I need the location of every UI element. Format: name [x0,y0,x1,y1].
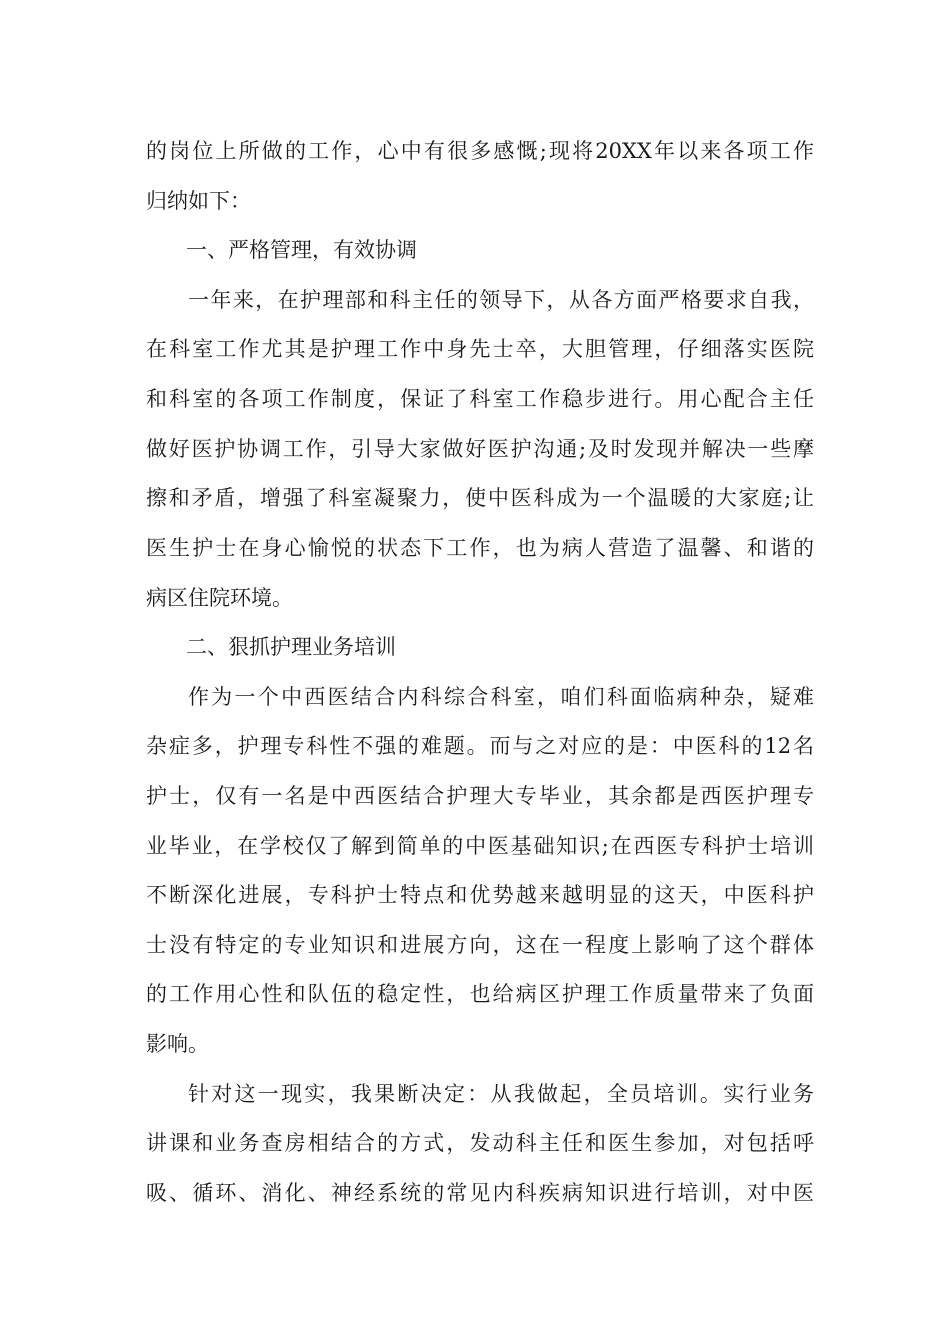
text-line: 在科室工作尤其是护理工作中身先士卒，大胆管理，仔细落实医院 [146,337,814,361]
text-line: 影响。 [146,1032,209,1056]
text-line: 的工作用心性和队伍的稳定性，也给病区护理工作质量带来了负面 [146,982,814,1006]
text-line: 一年来，在护理部和科主任的领导下，从各方面严格要求自我， [188,288,814,312]
text-line: 护士，仅有一名是中西医结合护理大专毕业，其余都是西医护理专 [146,784,814,808]
text-line: 病区住院环境。 [146,586,293,610]
text-line: 和科室的各项工作制度，保证了科室工作稳步进行。用心配合主任 [146,387,814,411]
text-line: 讲课和业务查房相结合的方式，发动科主任和医生参加，对包括呼 [146,1131,814,1155]
section-heading: 二、狠抓护理业务培训 [186,635,396,659]
text-line: 杂症多，护理专科性不强的难题。而与之对应的是：中医科的12名 [146,734,814,758]
text-line: 士没有特定的专业知识和进展方向，这在一程度上影响了这个群体 [146,933,814,957]
text-line: 擦和矛盾，增强了科室凝聚力，使中医科成为一个温暖的大家庭;让 [146,486,814,510]
text-line: 做好医护协调工作，引导大家做好医护沟通;及时发现并解决一些摩 [146,437,814,461]
text-line: 不断深化进展，专科护士特点和优势越来越明显的这天，中医科护 [146,883,814,907]
text-line: 针对这一现实，我果断决定：从我做起，全员培训。实行业务 [188,1082,814,1106]
text-line: 吸、循环、消化、神经系统的常见内科疾病知识进行培训，对中医 [146,1181,814,1205]
text-line: 医生护士在身心愉悦的状态下工作，也为病人营造了温馨、和谐的 [146,536,814,560]
text-line: 业毕业，在学校仅了解到简单的中医基础知识;在西医专科护士培训 [146,834,814,858]
text-line: 的岗位上所做的工作，心中有很多感慨;现将20XX年以来各项工作 [146,139,814,163]
section-heading: 一、严格管理，有效协调 [186,238,417,262]
text-line: 归纳如下： [146,189,251,213]
text-line: 作为一个中西医结合内科综合科室，咱们科面临病种杂，疑难 [188,685,814,709]
